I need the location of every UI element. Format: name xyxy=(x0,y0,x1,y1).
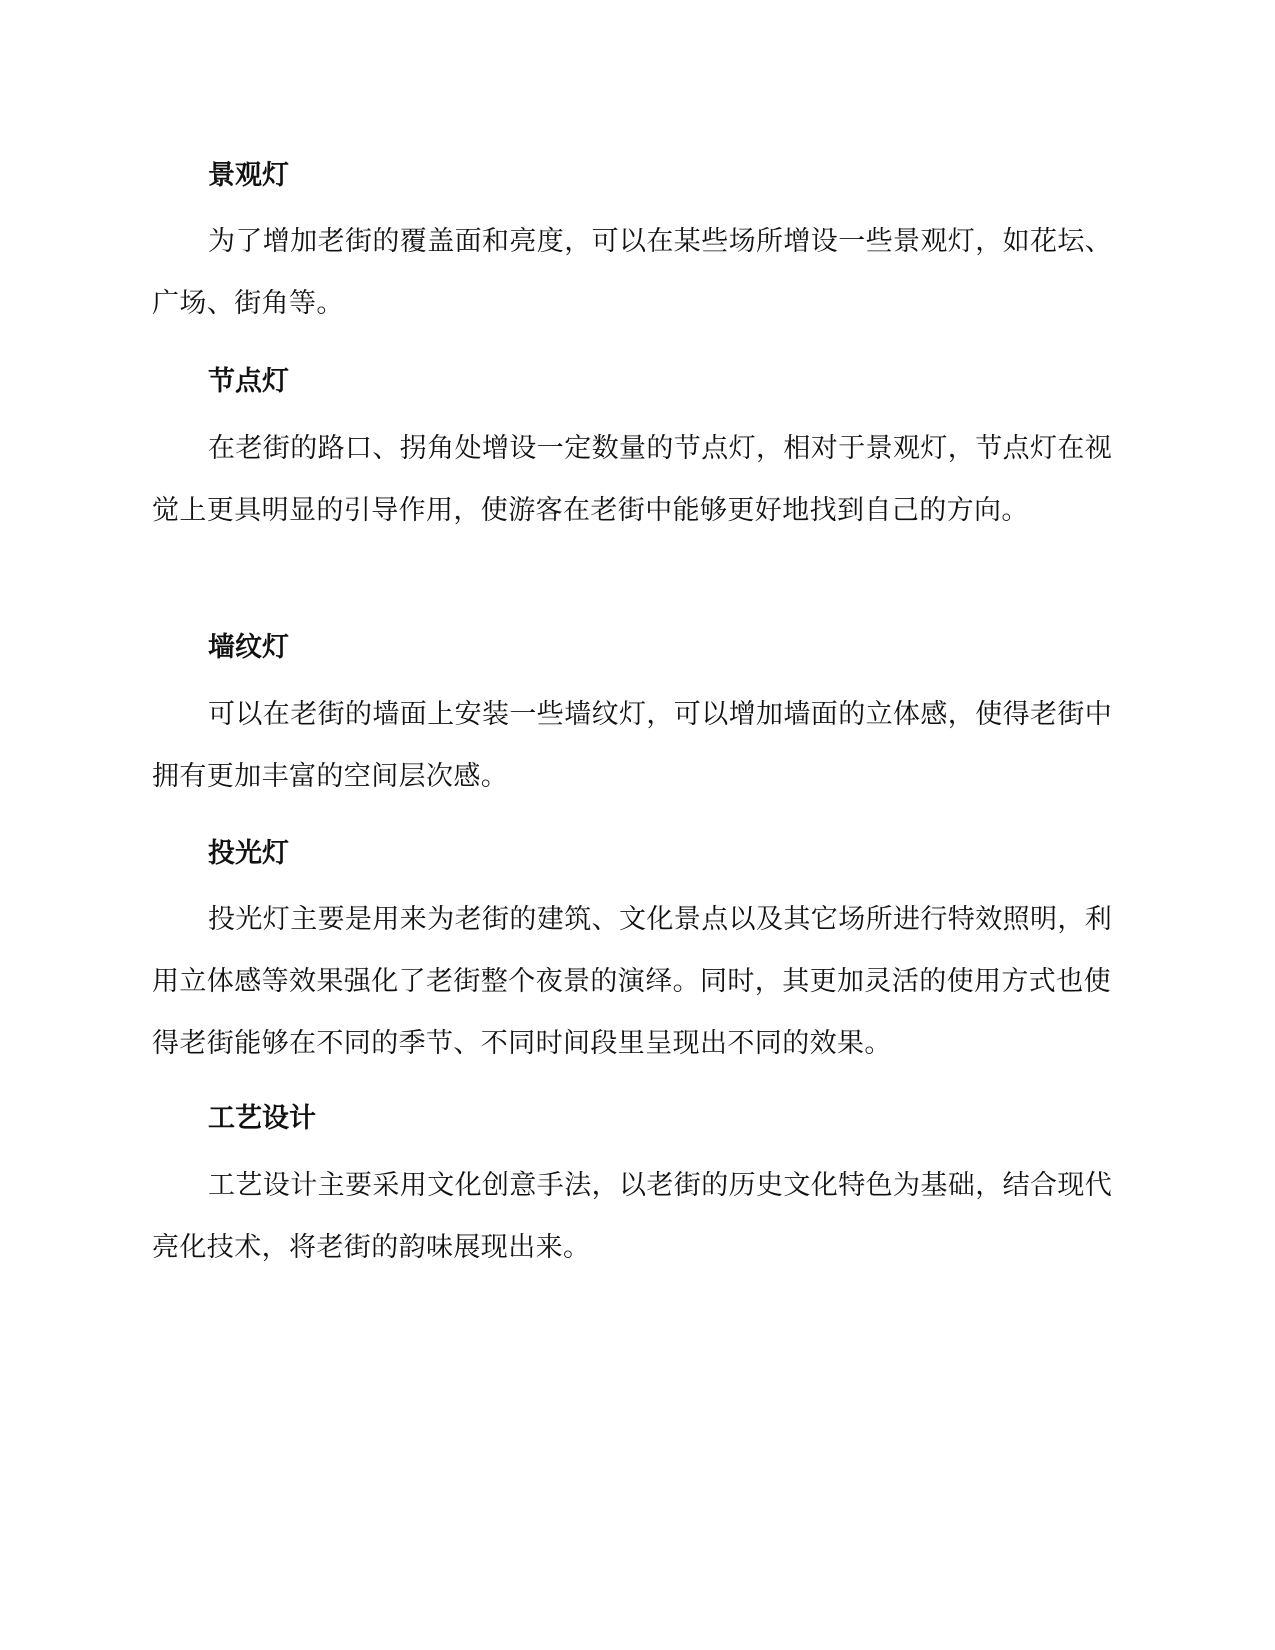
section-heading-node-light: 节点灯 xyxy=(208,366,289,397)
section-heading-craft-design: 工艺设计 xyxy=(208,1103,316,1134)
section-heading-wall-light: 墙纹灯 xyxy=(208,632,289,663)
section-heading-landscape-light: 景观灯 xyxy=(208,160,289,191)
section-body-wall-light: 可以在老街的墙面上安装一些墙纹灯，可以增加墙面的立体感，使得老街中拥有更加丰富的空间层次感。 xyxy=(152,699,1113,792)
section-body-craft-design: 工艺设计主要采用文化创意手法，以老街的历史文化特色为基础，结合现代亮化技术，将老街的韵味展现出来。 xyxy=(152,1170,1113,1263)
section-heading-flood-light: 投光灯 xyxy=(208,838,289,869)
section-body-landscape-light: 为了增加老街的覆盖面和亮度，可以在某些场所增设一些景观灯，如花坛、广场、街角等。 xyxy=(152,226,1113,319)
section-body-node-light: 在老街的路口、拐角处增设一定数量的节点灯，相对于景观灯，节点灯在视觉上更具明显的引导作用，使游客在老街中能够更好地找到自己的方向。 xyxy=(152,433,1113,526)
section-body-flood-light: 投光灯主要是用来为老街的建筑、文化景点以及其它场所进行特效照明，利用立体感等效果强化了老街整个夜景的演绎。同时，其更加灵活的使用方式也使得老街能够在不同的季节、不同时间段里呈现出不同的效果。 xyxy=(152,904,1113,1059)
